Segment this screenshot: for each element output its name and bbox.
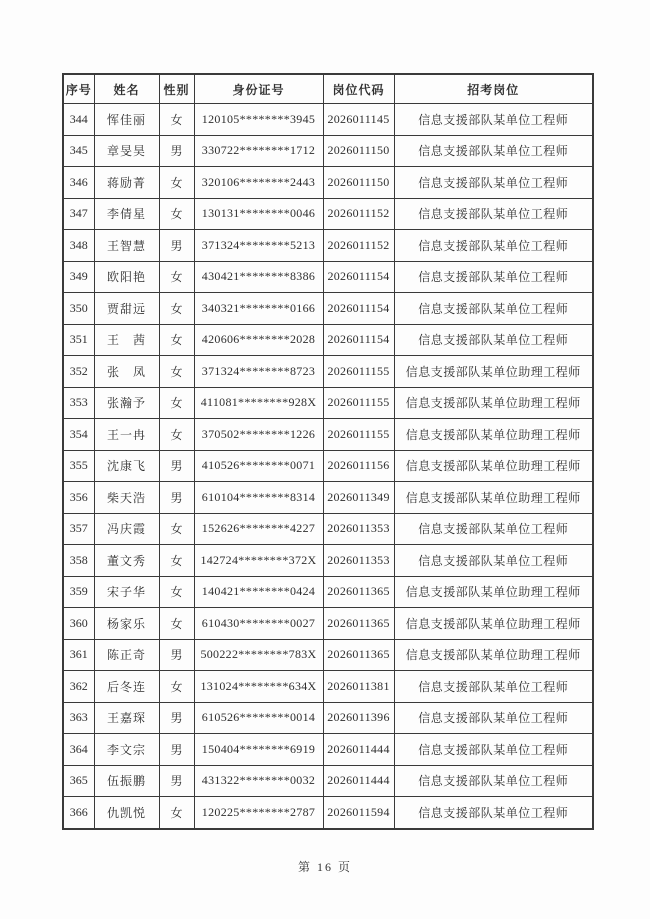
table-row bbox=[63, 167, 593, 199]
cell-position-code: 2026011381 bbox=[323, 671, 394, 703]
cell-position-code: 2026011145 bbox=[323, 104, 394, 136]
cell-serial-number: 347 bbox=[63, 198, 94, 230]
cell-position-code: 2026011353 bbox=[323, 545, 394, 577]
cell-serial-number: 349 bbox=[63, 261, 94, 293]
cell-gender: 男 bbox=[159, 450, 194, 482]
cell-position-title: 信息支援部队某单位工程师 bbox=[394, 702, 593, 734]
cell-position-code: 2026011365 bbox=[323, 576, 394, 608]
table-row bbox=[63, 230, 593, 262]
cell-position-code: 2026011152 bbox=[323, 198, 394, 230]
column-header-id-number: 身份证号 bbox=[194, 74, 323, 104]
cell-id-number: 130131********0046 bbox=[194, 198, 323, 230]
cell-name: 后冬连 bbox=[94, 671, 159, 703]
cell-id-number: 420606********2028 bbox=[194, 324, 323, 356]
table-row bbox=[63, 734, 593, 766]
cell-name: 蒋励菁 bbox=[94, 167, 159, 199]
cell-gender: 男 bbox=[159, 734, 194, 766]
cell-position-code: 2026011365 bbox=[323, 608, 394, 640]
table-row bbox=[63, 450, 593, 482]
cell-position-title: 信息支援部队某单位工程师 bbox=[394, 324, 593, 356]
column-header-position-title: 招考岗位 bbox=[394, 74, 593, 104]
table-row bbox=[63, 356, 593, 388]
cell-gender: 女 bbox=[159, 513, 194, 545]
cell-id-number: 131024********634X bbox=[194, 671, 323, 703]
cell-position-code: 2026011349 bbox=[323, 482, 394, 514]
cell-position-title: 信息支援部队某单位工程师 bbox=[394, 293, 593, 325]
table-row bbox=[63, 576, 593, 608]
cell-id-number: 410526********0071 bbox=[194, 450, 323, 482]
cell-serial-number: 352 bbox=[63, 356, 94, 388]
cell-gender: 女 bbox=[159, 797, 194, 829]
cell-id-number: 140421********0424 bbox=[194, 576, 323, 608]
cell-serial-number: 363 bbox=[63, 702, 94, 734]
cell-serial-number: 351 bbox=[63, 324, 94, 356]
cell-serial-number: 345 bbox=[63, 135, 94, 167]
cell-name: 王一冉 bbox=[94, 419, 159, 451]
table-body bbox=[63, 104, 593, 829]
cell-id-number: 371324********5213 bbox=[194, 230, 323, 262]
cell-id-number: 320106********2443 bbox=[194, 167, 323, 199]
table-row bbox=[63, 387, 593, 419]
column-header-serial-number: 序号 bbox=[63, 74, 94, 104]
table-row bbox=[63, 545, 593, 577]
cell-position-code: 2026011155 bbox=[323, 419, 394, 451]
cell-serial-number: 346 bbox=[63, 167, 94, 199]
cell-name: 王 茜 bbox=[94, 324, 159, 356]
table-row bbox=[63, 639, 593, 671]
table-row bbox=[63, 293, 593, 325]
table-row bbox=[63, 135, 593, 167]
cell-id-number: 411081********928X bbox=[194, 387, 323, 419]
cell-id-number: 610430********0027 bbox=[194, 608, 323, 640]
cell-id-number: 330722********1712 bbox=[194, 135, 323, 167]
table-row bbox=[63, 765, 593, 797]
cell-name: 仇凯悦 bbox=[94, 797, 159, 829]
cell-position-title: 信息支援部队某单位工程师 bbox=[394, 135, 593, 167]
cell-id-number: 371324********8723 bbox=[194, 356, 323, 388]
cell-position-code: 2026011156 bbox=[323, 450, 394, 482]
cell-name: 冯庆霞 bbox=[94, 513, 159, 545]
cell-serial-number: 353 bbox=[63, 387, 94, 419]
cell-position-title: 信息支援部队某单位助理工程师 bbox=[394, 482, 593, 514]
cell-id-number: 431322********0032 bbox=[194, 765, 323, 797]
cell-position-code: 2026011155 bbox=[323, 356, 394, 388]
cell-name: 张瀚予 bbox=[94, 387, 159, 419]
cell-position-code: 2026011444 bbox=[323, 734, 394, 766]
cell-name: 李文宗 bbox=[94, 734, 159, 766]
cell-position-title: 信息支援部队某单位工程师 bbox=[394, 198, 593, 230]
cell-position-title: 信息支援部队某单位工程师 bbox=[394, 513, 593, 545]
cell-position-title: 信息支援部队某单位工程师 bbox=[394, 545, 593, 577]
column-header-name: 姓名 bbox=[94, 74, 159, 104]
cell-position-title: 信息支援部队某单位工程师 bbox=[394, 734, 593, 766]
cell-gender: 女 bbox=[159, 387, 194, 419]
cell-position-title: 信息支援部队某单位工程师 bbox=[394, 671, 593, 703]
cell-id-number: 120105********3945 bbox=[194, 104, 323, 136]
cell-name: 欧阳艳 bbox=[94, 261, 159, 293]
cell-id-number: 610104********8314 bbox=[194, 482, 323, 514]
cell-id-number: 152626********4227 bbox=[194, 513, 323, 545]
cell-serial-number: 361 bbox=[63, 639, 94, 671]
table-row bbox=[63, 324, 593, 356]
cell-gender: 女 bbox=[159, 545, 194, 577]
table-row bbox=[63, 198, 593, 230]
cell-serial-number: 344 bbox=[63, 104, 94, 136]
cell-name: 沈康飞 bbox=[94, 450, 159, 482]
cell-position-code: 2026011150 bbox=[323, 167, 394, 199]
header-row bbox=[63, 74, 593, 104]
cell-serial-number: 348 bbox=[63, 230, 94, 262]
cell-name: 杨家乐 bbox=[94, 608, 159, 640]
cell-name: 陈正奇 bbox=[94, 639, 159, 671]
cell-position-code: 2026011154 bbox=[323, 261, 394, 293]
cell-name: 王嘉琛 bbox=[94, 702, 159, 734]
cell-position-title: 信息支援部队某单位助理工程师 bbox=[394, 576, 593, 608]
cell-gender: 女 bbox=[159, 104, 194, 136]
cell-position-title: 信息支援部队某单位工程师 bbox=[394, 797, 593, 829]
cell-gender: 男 bbox=[159, 230, 194, 262]
cell-position-code: 2026011155 bbox=[323, 387, 394, 419]
cell-gender: 女 bbox=[159, 576, 194, 608]
table-row bbox=[63, 482, 593, 514]
cell-id-number: 120225********2787 bbox=[194, 797, 323, 829]
cell-gender: 男 bbox=[159, 639, 194, 671]
cell-position-title: 信息支援部队某单位助理工程师 bbox=[394, 387, 593, 419]
cell-position-code: 2026011444 bbox=[323, 765, 394, 797]
cell-position-title: 信息支援部队某单位助理工程师 bbox=[394, 608, 593, 640]
cell-id-number: 340321********0166 bbox=[194, 293, 323, 325]
cell-position-code: 2026011154 bbox=[323, 324, 394, 356]
cell-serial-number: 350 bbox=[63, 293, 94, 325]
cell-position-code: 2026011353 bbox=[323, 513, 394, 545]
cell-serial-number: 362 bbox=[63, 671, 94, 703]
cell-serial-number: 360 bbox=[63, 608, 94, 640]
cell-position-code: 2026011594 bbox=[323, 797, 394, 829]
cell-serial-number: 358 bbox=[63, 545, 94, 577]
cell-gender: 女 bbox=[159, 261, 194, 293]
cell-position-code: 2026011365 bbox=[323, 639, 394, 671]
table-row bbox=[63, 419, 593, 451]
recruitment-roster-table bbox=[62, 73, 594, 830]
cell-serial-number: 359 bbox=[63, 576, 94, 608]
cell-id-number: 610526********0014 bbox=[194, 702, 323, 734]
table-row bbox=[63, 797, 593, 829]
cell-position-title: 信息支援部队某单位工程师 bbox=[394, 765, 593, 797]
cell-position-code: 2026011152 bbox=[323, 230, 394, 262]
cell-serial-number: 354 bbox=[63, 419, 94, 451]
cell-position-title: 信息支援部队某单位工程师 bbox=[394, 230, 593, 262]
cell-id-number: 142724********372X bbox=[194, 545, 323, 577]
cell-id-number: 150404********6919 bbox=[194, 734, 323, 766]
cell-name: 柴天浩 bbox=[94, 482, 159, 514]
cell-name: 李倩星 bbox=[94, 198, 159, 230]
cell-position-title: 信息支援部队某单位助理工程师 bbox=[394, 639, 593, 671]
cell-position-title: 信息支援部队某单位助理工程师 bbox=[394, 356, 593, 388]
column-header-position-code: 岗位代码 bbox=[323, 74, 394, 104]
table-row bbox=[63, 261, 593, 293]
cell-gender: 女 bbox=[159, 167, 194, 199]
cell-position-title: 信息支援部队某单位助理工程师 bbox=[394, 450, 593, 482]
cell-name: 贾甜远 bbox=[94, 293, 159, 325]
table-row bbox=[63, 513, 593, 545]
cell-id-number: 430421********8386 bbox=[194, 261, 323, 293]
cell-serial-number: 357 bbox=[63, 513, 94, 545]
cell-gender: 男 bbox=[159, 702, 194, 734]
cell-serial-number: 366 bbox=[63, 797, 94, 829]
cell-gender: 男 bbox=[159, 765, 194, 797]
cell-name: 章旻昊 bbox=[94, 135, 159, 167]
cell-id-number: 500222********783X bbox=[194, 639, 323, 671]
page-number: 第 16 页 bbox=[297, 860, 352, 874]
cell-serial-number: 364 bbox=[63, 734, 94, 766]
cell-gender: 女 bbox=[159, 608, 194, 640]
cell-position-code: 2026011150 bbox=[323, 135, 394, 167]
cell-gender: 男 bbox=[159, 482, 194, 514]
cell-position-code: 2026011396 bbox=[323, 702, 394, 734]
cell-gender: 女 bbox=[159, 671, 194, 703]
cell-name: 宋子华 bbox=[94, 576, 159, 608]
cell-gender: 女 bbox=[159, 293, 194, 325]
cell-name: 恽佳丽 bbox=[94, 104, 159, 136]
cell-gender: 女 bbox=[159, 356, 194, 388]
column-header-gender: 性别 bbox=[159, 74, 194, 104]
cell-serial-number: 365 bbox=[63, 765, 94, 797]
cell-serial-number: 355 bbox=[63, 450, 94, 482]
table-row bbox=[63, 671, 593, 703]
cell-position-title: 信息支援部队某单位助理工程师 bbox=[394, 419, 593, 451]
cell-name: 张 凤 bbox=[94, 356, 159, 388]
cell-name: 伍振鹏 bbox=[94, 765, 159, 797]
cell-gender: 男 bbox=[159, 135, 194, 167]
cell-name: 王智慧 bbox=[94, 230, 159, 262]
cell-gender: 女 bbox=[159, 324, 194, 356]
cell-name: 董文秀 bbox=[94, 545, 159, 577]
table-row bbox=[63, 104, 593, 136]
cell-gender: 女 bbox=[159, 198, 194, 230]
cell-id-number: 370502********1226 bbox=[194, 419, 323, 451]
cell-position-title: 信息支援部队某单位工程师 bbox=[394, 261, 593, 293]
table-row bbox=[63, 702, 593, 734]
cell-serial-number: 356 bbox=[63, 482, 94, 514]
cell-position-code: 2026011154 bbox=[323, 293, 394, 325]
table-row bbox=[63, 608, 593, 640]
cell-position-title: 信息支援部队某单位工程师 bbox=[394, 167, 593, 199]
cell-gender: 女 bbox=[159, 419, 194, 451]
cell-position-title: 信息支援部队某单位工程师 bbox=[394, 104, 593, 136]
